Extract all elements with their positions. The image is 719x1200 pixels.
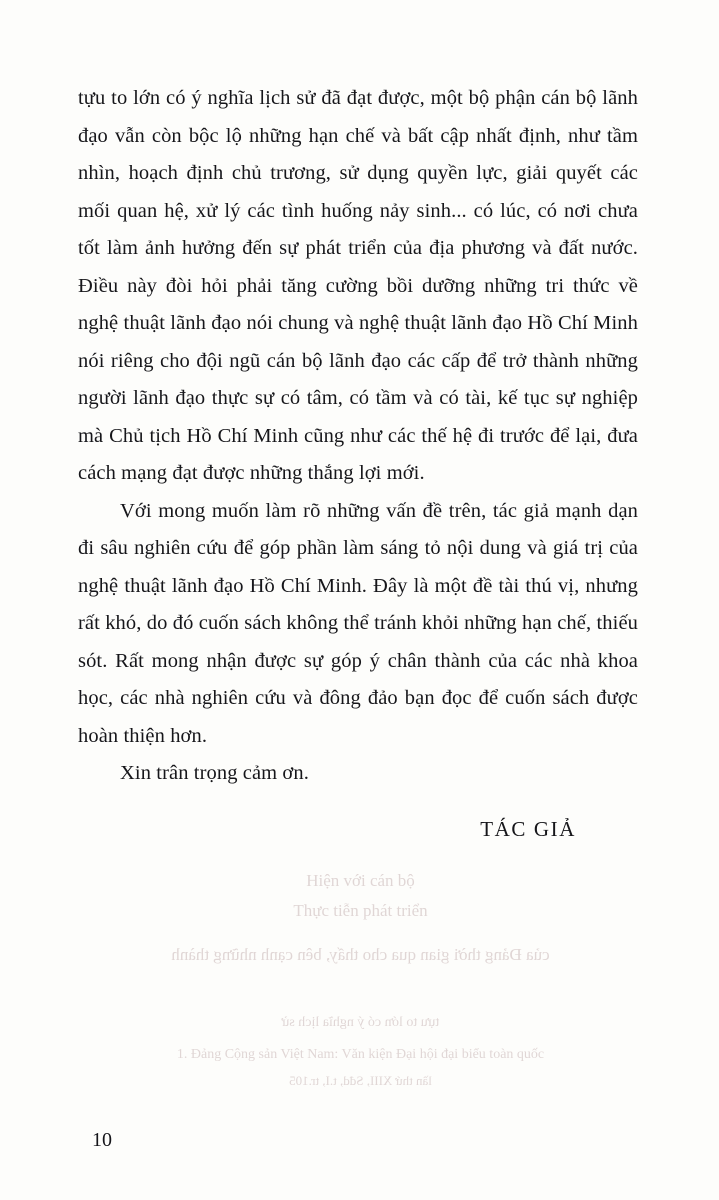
- page-body: [78, 80, 638, 842]
- paragraph-3: Xin trân trọng cảm ơn.: [120, 762, 309, 784]
- page-number: 10: [92, 1129, 112, 1151]
- show-through-line-6: lần thứ XIII, Sđd, t.I, tr.105: [289, 1073, 432, 1088]
- show-through-line-4: tựu to lớn có ý nghĩa lịch sử: [281, 1015, 440, 1030]
- paragraph-1: tựu to lớn có ý nghĩa lịch sử đã đạt được, một bộ phận cán bộ lãnh đạo vẫn còn bộc lộ những hạn chế và bất cập nhất định, như tầm nhìn, hoạch định chủ trương, sử dụng quyền lực, giải quyết các mối quan hệ, xử lý các tình huống nảy sinh... có lúc, có nơi chưa tốt làm ảnh hưởng đến sự phát triển của địa phương và đất nước. Điều này đòi hỏi phải tăng cường bồi dưỡng những tri thức về nghệ thuật lãnh đạo nói chung và nghệ thuật lãnh đạo Hồ Chí Minh nói riêng cho đội ngũ cán bộ lãnh đạo các cấp để trở thành những người lãnh đạo thực sự có tâm, có tầm và có tài, kế tục sự nghiệp mà Chủ tịch Hồ Chí Minh cũng như các thế hệ đi trước để lại, đưa cách mạng đạt được những thắng lợi mới.: [78, 87, 638, 484]
- show-through-line-1: Hiện với cán bộ: [306, 871, 415, 890]
- author-signature: TÁC GIẢ: [480, 816, 576, 841]
- show-through-line-2: Thực tiễn phát triển: [293, 901, 428, 920]
- show-through-line-3: của Đảng thời gian qua cho thấy, bên cạnh những thành: [171, 945, 550, 964]
- paragraph-2: Với mong muốn làm rõ những vấn đề trên, tác giả mạnh dạn đi sâu nghiên cứu để góp phần làm sáng tỏ nội dung và giá trị của nghệ thuật lãnh đạo Hồ Chí Minh. Đây là một đề tài thú vị, nhưng rất khó, do đó cuốn sách không thể tránh khỏi những hạn chế, thiếu sót. Rất mong nhận được sự góp ý chân thành của các nhà khoa học, các nhà nghiên cứu và đông đảo bạn đọc để cuốn sách được hoàn thiện hơn.: [78, 499, 638, 747]
- show-through-line-5: 1. Đảng Cộng sản Việt Nam: Văn kiện Đại hội đại biểu toàn quốc: [176, 1047, 545, 1062]
